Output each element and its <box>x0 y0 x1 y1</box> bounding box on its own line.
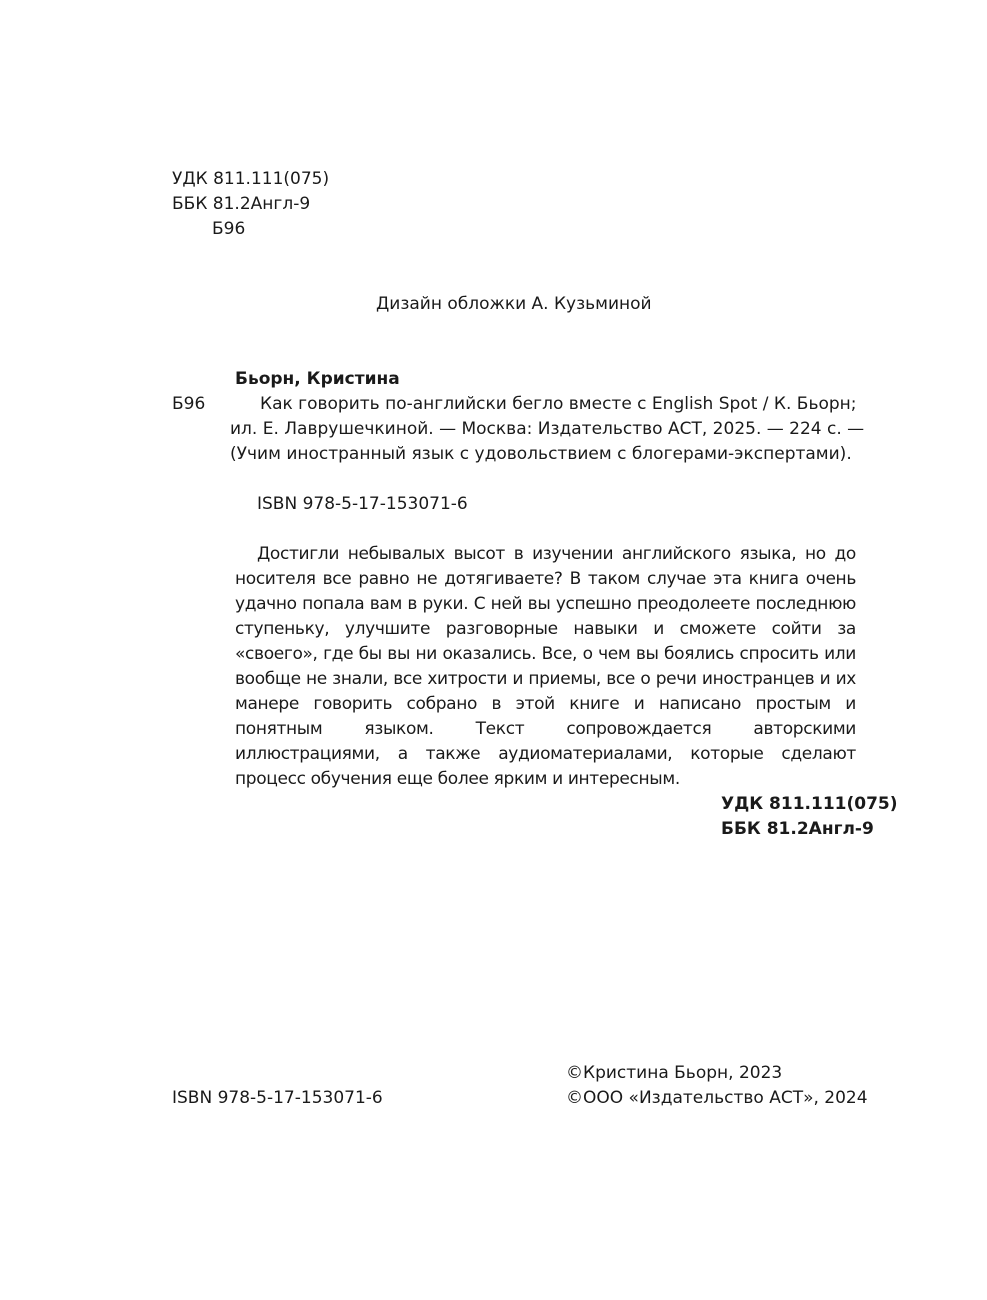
author-name: Бьорн, Кристина <box>235 369 400 389</box>
bibliography-line-1: Как говорить по-английски бегло вместе с English Spot / К. Бьорн; <box>260 394 857 414</box>
cover-design-credit: Дизайн обложки А. Кузьминой <box>376 294 652 314</box>
udk-code: УДК 811.111(075) <box>172 169 330 189</box>
bibliography-author-mark: Б96 <box>172 394 206 414</box>
copyright-author: ©Кристина Бьорн, 2023 <box>566 1063 783 1083</box>
bibliography-line-2: ил. Е. Лаврушечкиной. — Москва: Издательство АСТ, 2025. — 224 с. — <box>230 419 865 439</box>
udk-code-right: УДК 811.111(075) <box>721 794 898 814</box>
footer-isbn: ISBN 978-5-17-153071-6 <box>172 1088 383 1108</box>
copyright-publisher: ©ООО «Издательство АСТ», 2024 <box>566 1088 868 1108</box>
bibliography-line-3: (Учим иностранный язык с удовольствием с блогерами-экспертами). <box>230 444 852 464</box>
bbk-code: ББК 81.2Англ-9 <box>172 194 311 214</box>
bbk-code-right: ББК 81.2Англ-9 <box>721 819 874 839</box>
annotation-paragraph: Достигли небывалых высот в изучении английского языка, но до носителя все равно не дотягиваете? В таком случае эта книга очень удачно попала вам в руки. С ней вы успешно преодолеете последнюю ступеньку, улучшите разговорные навыки и сможете сойти за «своего», где бы вы ни оказались. Все, о чем вы боялись спросить или вообще не знали, все хитрости и приемы, все о речи иностранцев и их манере говорить собрано в этой книге и написано простым и понятным языком. Текст сопровождается авторскими иллюстрациями, а также аудиоматериалами, которые сделают процесс обучения еще более ярким и интересным. <box>235 544 856 789</box>
author-mark: Б96 <box>212 219 246 239</box>
bibliography-isbn: ISBN 978-5-17-153071-6 <box>257 494 468 514</box>
